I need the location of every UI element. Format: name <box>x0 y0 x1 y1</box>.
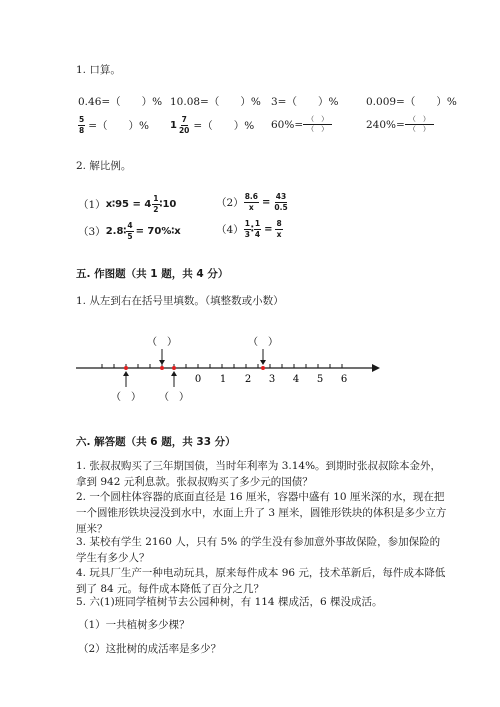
tick-label: 3 <box>268 374 276 385</box>
point-marker <box>172 366 176 370</box>
sub-question: （1）一共植树多少棵？ <box>78 619 190 631</box>
answer-fraction-blank[interactable]: $\frac{( )}{( )}$ <box>303 116 332 133</box>
answer-blank[interactable]: （ ） <box>159 392 189 403</box>
answer-blank[interactable]: （ ） <box>111 392 141 403</box>
point-marker <box>124 366 128 370</box>
fraction: $\frac{1}{3}$ <box>244 219 250 239</box>
word-problem-2: 2. 一个圆柱体容器的底面直径是 16 厘米，容器中盛有 10 厘米深的水，现在把一个圆锥形铁块浸没到水中，水面上升了 3 厘米，圆锥形铁块的体积是多少立方厘米？ <box>76 491 447 535</box>
mental-calc-item: $\frac{5}{8}$ =（ ）% <box>79 115 149 135</box>
point-marker <box>160 366 164 370</box>
mental-calc-item: 1 $\frac{7}{20}$ =（ ）% <box>170 115 255 135</box>
fraction: $\frac{1}{4}$ <box>254 219 261 239</box>
answer-fraction-blank[interactable]: $\frac{( )}{( )}$ <box>405 116 434 133</box>
mental-calc-item: 0.009=（ ）% <box>366 96 457 108</box>
question-2-title: 2. 解比例。 <box>76 160 132 172</box>
fraction: $\frac{8}{x}$ <box>276 219 282 239</box>
word-problem-3: 3. 某校有学生 2160 人，只有 5% 的学生没有参加意外事故保险，参加保险的学生有多少人？ <box>76 536 441 564</box>
proportion-item: （1） x∶95 = 4 $\frac{1}{2}$ ∶10 <box>78 194 177 214</box>
tick-label: 0 <box>194 374 202 385</box>
section-5-title: 五. 作图题（共 1 题，共 4 分） <box>76 268 229 280</box>
fraction: $\frac{7}{20}$ <box>178 115 190 135</box>
tick-label: 6 <box>340 374 348 385</box>
word-problem-4: 4. 玩具厂生产一种电动玩具，原来每件成本 96 元，技术革新后，每件成本降低到了 84 元。每件成本降低了百分之几？ <box>76 567 446 595</box>
fraction: $\frac{8.6}{x}$ <box>244 192 258 212</box>
mental-calc-item: 3=（ ）% <box>271 96 339 108</box>
mental-calc-item: 0.46=（ ）% <box>78 96 163 108</box>
question-1-title: 1. 口算。 <box>76 64 121 76</box>
number-line-diagram <box>70 325 390 405</box>
proportion-item: （3） 2.8∶ $\frac{4}{5}$ = 70%∶x <box>78 221 181 241</box>
word-problem-1: 1. 张叔叔购买了三年期国债，当时年利率为 3.14%。到期时张叔叔除本金外，拿到 942 元利息款。张叔叔购买了多少元的国债？ <box>76 460 442 488</box>
tick-label: 1 <box>219 374 227 385</box>
point-marker <box>261 366 265 370</box>
fraction: $\frac{5}{8}$ <box>79 115 85 135</box>
mental-calc-item: 240%= $\frac{( )}{( )}$ <box>366 116 434 133</box>
proportion-item: （4） $\frac{1}{3}$ ∶ $\frac{1}{4}$ = $\frac{8}{x}$ <box>216 219 282 239</box>
mental-calc-item: 10.08=（ ）% <box>170 96 261 108</box>
number-line-arrowhead <box>372 364 380 372</box>
word-problem-5: 5. 六(1)班同学植树节去公园种树，有 114 棵成活，6 棵没成活。 <box>76 596 383 608</box>
mental-calc-item: 60%= $\frac{( )}{( )}$ <box>271 116 332 133</box>
tick-label: 4 <box>292 374 300 385</box>
sub-question: （2）这批树的成活率是多少？ <box>78 643 222 655</box>
proportion-item: （2） $\frac{8.6}{x}$ = $\frac{43}{0.5}$ <box>216 192 288 212</box>
fraction: $\frac{43}{0.5}$ <box>274 192 288 212</box>
fraction: $\frac{1}{2}$ <box>153 194 159 214</box>
answer-blank[interactable]: （ ） <box>147 337 177 348</box>
section-6-title: 六. 解答题（共 6 题，共 33 分） <box>76 436 236 448</box>
fraction: $\frac{4}{5}$ <box>127 221 133 241</box>
tick-label: 2 <box>244 374 252 385</box>
question-5-1-text: 1. 从左到右在括号里填数。（填整数或小数） <box>76 295 284 307</box>
tick-label: 5 <box>316 374 324 385</box>
answer-blank[interactable]: （ ） <box>248 337 278 348</box>
minor-ticks <box>102 364 342 368</box>
